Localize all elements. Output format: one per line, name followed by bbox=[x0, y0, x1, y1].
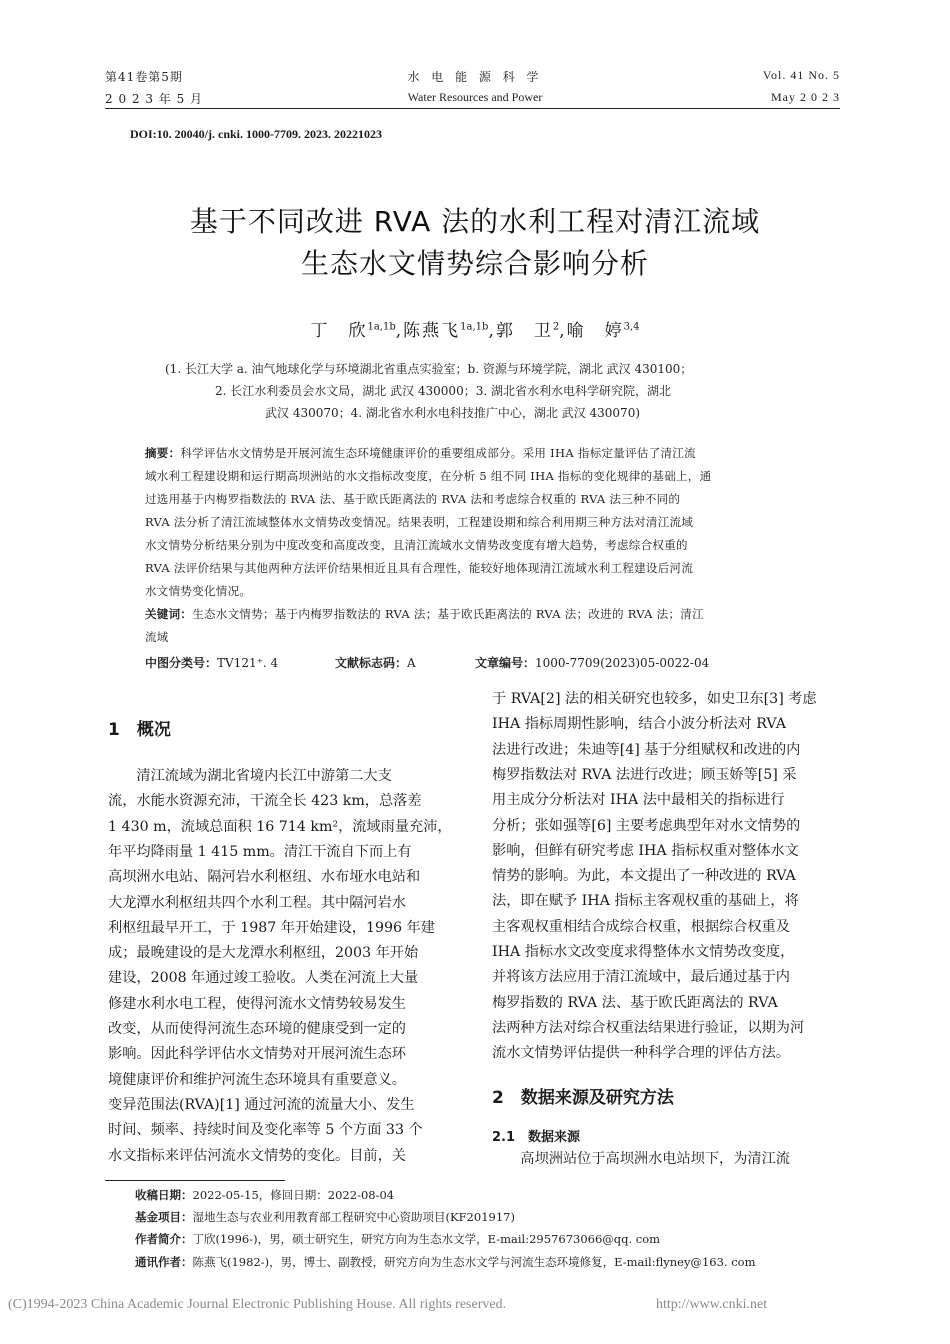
body-line: 影响，但鲜有研究考虑 IHA 指标权重对整体水文 bbox=[492, 842, 799, 859]
document-code: 文献标志码：A bbox=[335, 656, 416, 670]
article-number: 文章编号：1000-7709(2023)05-0022-04 bbox=[475, 656, 710, 670]
author-affil-sup: 2 bbox=[552, 321, 560, 333]
body-line: 用主成分分析法对 IHA 法中最相关的指标进行 bbox=[492, 792, 785, 809]
body-line: IHA 指标周期性影响，结合小波分析法对 RVA bbox=[492, 716, 786, 733]
body-line: 主客观权重相结合成综合权重，根据综合权重及 bbox=[492, 918, 790, 935]
body-line: 时间、频率、持续时间及变化率等 5 个方面 33 个 bbox=[108, 1122, 423, 1139]
body-line: 流水文情势评估提供一种科学合理的评估方法。 bbox=[492, 1045, 790, 1062]
keywords-line: 关键词：生态水文情势；基于内梅罗指数法的 RVA 法；基于欧氏距离法的 RVA 法；改进的 RVA 法；清江 bbox=[145, 607, 704, 621]
copyright-notice: (C)1994-2023 China Academic Journal Electronic Publishing House. All rights reserved. bbox=[8, 1297, 507, 1312]
author-name: 丁 欣 bbox=[310, 321, 368, 341]
footnote-received: 收稿日期：2022-05-15，修回日期：2022-08-04 bbox=[135, 1188, 395, 1202]
body-line: 变异范围法(RVA)[1] 通过河流的流量大小、发生 bbox=[108, 1096, 415, 1113]
subsection-2-1-heading: 2.1 数据来源 bbox=[492, 1130, 581, 1145]
body-line: 分析；张如强等[6] 主要考虑典型年对水文情势的 bbox=[492, 817, 801, 834]
keywords-label: 关键词： bbox=[145, 607, 193, 621]
abstract-line: RVA 法分析了清江流域整体水文情势改变情况。结果表明，工程建设期和综合利用期三种方法对清江流域 bbox=[145, 515, 694, 529]
body-line: IHA 指标水文改变度求得整体水文情势改变度， bbox=[492, 944, 795, 960]
affiliation-line: 武汉 430070；4. 湖北省水利水电科技推广中心，湖北 武汉 430070) bbox=[265, 406, 641, 420]
author-list: 丁 欣$^{1a,1b}$,陈燕飞$^{1a,1b}$,郭 卫$^2$,喻 婷$^{3,4}$ bbox=[310, 321, 640, 341]
abstract-line: 过选用基于内梅罗指数法的 RVA 法、基于欧氏距离法的 RVA 法和考虑综合权重的 RVA 法三种不同的 bbox=[145, 492, 681, 506]
body-line: 梅罗指数法对 RVA 法进行改进；顾玉娇等[5] 采 bbox=[492, 766, 797, 783]
body-line: 法，即在赋予 IHA 指标主客观权重的基础上，将 bbox=[492, 893, 799, 910]
body-line: 改变，从而使得河流生态环境的健康受到一定的 bbox=[108, 1021, 406, 1037]
body-line: 成；最晚建设的是大龙潭水利枢纽，2003 年开始 bbox=[108, 945, 419, 962]
author-affil-sup: 3,4 bbox=[623, 321, 640, 333]
keywords-line: 流域 bbox=[145, 630, 169, 644]
clc-number: 中图分类号：TV121⁺. 4 bbox=[145, 656, 279, 670]
doi: DOI:10. 20040/j. cnki. 1000-7709. 2023. 20221023 bbox=[130, 127, 382, 141]
abstract-line: RVA 法评价结果与其他两种方法评价结果相近且具有合理性，能较好地体现清江流域水利工程建设后河流 bbox=[145, 561, 694, 575]
body-line: 利枢纽最早开工，于 1987 年开始建设，1996 年建 bbox=[108, 919, 435, 936]
affiliation-line: 2. 长江水利委员会水文局，湖北 武汉 430000；3. 湖北省水利水电科学研究院，湖北 bbox=[215, 384, 671, 398]
body-line: 高坝洲站位于高坝洲水电站坝下，为清江流 bbox=[492, 1151, 790, 1167]
title-line-2: 生态水文情势综合影响分析 bbox=[300, 247, 649, 280]
body-line: 流，水能水资源充沛，干流全长 423 km，总落差 bbox=[108, 793, 422, 810]
body-line: 年平均降雨量 1 415 mm。清江干流自下而上有 bbox=[108, 843, 412, 860]
body-line: 法两种方法对综合权重法结果进行验证，以期为河 bbox=[492, 1019, 805, 1036]
body-line: 情势的影响。为此，本文提出了一种改进的 RVA bbox=[492, 868, 796, 885]
website-link[interactable]: http://www.cnki.net bbox=[656, 1297, 768, 1312]
footnote-corresponding: 通讯作者：陈燕飞(1982-)，男，博士、副教授，研究方向为生态水文学与河流生态环境修复，E-mail:flyney@163. com bbox=[135, 1255, 756, 1269]
body-line: 境健康评价和维护河流生态环境具有重要意义。 bbox=[108, 1071, 406, 1088]
header-journal-en: Water Resources and Power bbox=[407, 90, 543, 104]
body-line: 于 RVA[2] 法的相关研究也较多，如史卫东[3] 考虑 bbox=[492, 691, 817, 707]
section-1-heading: 1 概况 bbox=[108, 720, 171, 740]
abstract-label: 摘要： bbox=[145, 446, 181, 460]
author-affil-sup: 1a,1b bbox=[367, 321, 396, 333]
abstract-line: 摘要：科学评估水文情势是开展河流生态环境健康评价的重要组成部分。采用 IHA 指标定量评估了清江流 bbox=[145, 446, 696, 460]
body-line: 梅罗指数的 RVA 法、基于欧氏距离法的 RVA bbox=[492, 994, 778, 1011]
title-line-1: 基于不同改进 RVA 法的水利工程对清江流域 bbox=[189, 205, 761, 238]
author-name: 喻 婷 bbox=[566, 321, 624, 341]
footnote-rule bbox=[105, 1180, 285, 1181]
header-rule bbox=[105, 108, 840, 109]
body-line: 1 430 m，流域总面积 16 714 km²，流域雨量充沛， bbox=[108, 818, 452, 835]
body-line: 法进行改进；朱迪等[4] 基于分组赋权和改进的内 bbox=[492, 741, 801, 758]
header-journal-cn: 水 电 能 源 科 学 bbox=[407, 70, 543, 84]
body-line: 高坝洲水电站、隔河岩水利枢纽、水布垭水电站和 bbox=[108, 869, 421, 886]
body-line: 影响。因此科学评估水文情势对开展河流生态环 bbox=[108, 1046, 406, 1063]
body-line: 修建水利水电工程，使得河流水文情势较易发生 bbox=[108, 995, 406, 1012]
body-line: 并将该方法应用于清江流域中，最后通过基于内 bbox=[492, 969, 790, 986]
header-date-en: May 2 0 2 3 bbox=[771, 90, 840, 104]
author-affil-sup: 1a,1b bbox=[460, 321, 489, 333]
footnote-author-bio: 作者简介：丁欣(1996-)，男，硕士研究生，研究方向为生态水文学，E-mail:2957673066@qq. com bbox=[135, 1232, 661, 1246]
affiliation-line: (1. 长江大学 a. 油气地球化学与环境湖北省重点实验室；b. 资源与环境学院，湖北 武汉 430100； bbox=[165, 362, 693, 376]
header-date: 2 0 2 3 年 5 月 bbox=[105, 92, 204, 106]
section-2-heading: 2 数据来源及研究方法 bbox=[492, 1088, 674, 1108]
author-name: 陈燕飞 bbox=[403, 321, 461, 341]
abstract-line: 水文情势变化情况。 bbox=[145, 584, 252, 598]
body-line: 建设，2008 年通过竣工验收。人类在河流上大量 bbox=[108, 970, 419, 987]
body-line: 大龙潭水利枢纽共四个水利工程。其中隔河岩水 bbox=[108, 894, 406, 911]
header-vol-en: Vol. 41 No. 5 bbox=[762, 68, 840, 82]
author-name: 郭 卫 bbox=[495, 321, 553, 341]
abstract-line: 域水利工程建设期和运行期高坝洲站的水文指标改变度，在分析 5 组不同 IHA 指标的变化规律的基础上，通 bbox=[145, 469, 712, 483]
body-line: 水文指标来评估河流水文情势的变化。目前，关 bbox=[108, 1147, 406, 1164]
header-volume: 第41卷第5期 bbox=[105, 70, 183, 84]
body-line: 清江流域为湖北省境内长江中游第二大支 bbox=[108, 768, 392, 784]
footnote-funding: 基金项目：湿地生态与农业利用教育部工程研究中心资助项目(KF201917) bbox=[135, 1210, 515, 1224]
abstract-line: 水文情势分析结果分别为中度改变和高度改变，且清江流域水文情势改变度有增大趋势，考虑综合权重的 bbox=[145, 538, 688, 552]
